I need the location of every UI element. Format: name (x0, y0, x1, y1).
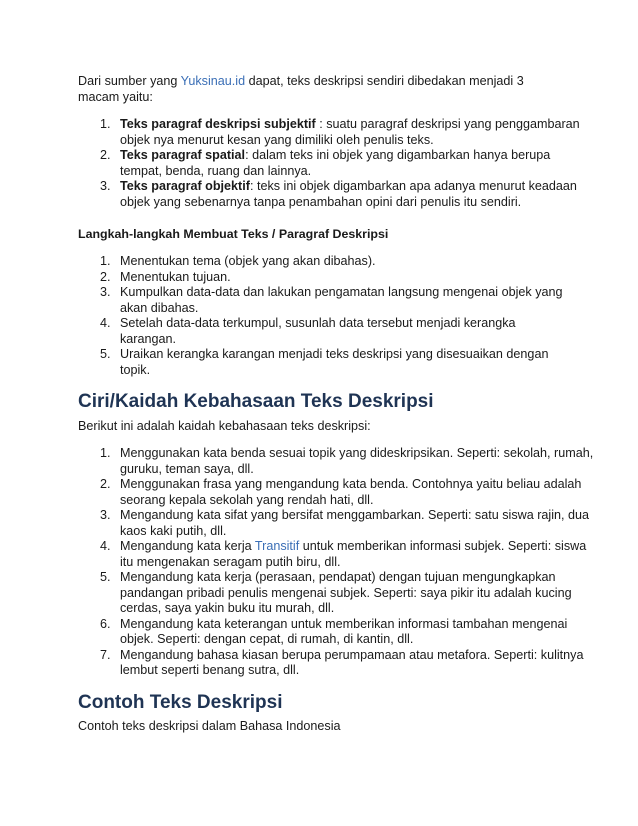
description-types-list (78, 117, 586, 210)
transitif-link[interactable]: Transitif (254, 539, 300, 553)
list-item (114, 148, 586, 179)
list-item: 1. Menentukan tema (objek yang akan dibahas). (114, 254, 574, 270)
list-item: 5. Uraikan kerangka karangan menjadi teks deskripsi yang disesuaikan dengan topik. (114, 347, 574, 378)
ciri-text-after: untuk memberikan informasi subjek. Seperti: siswa itu mengenakan seragam putih biru, dll. (120, 539, 587, 569)
ciri-text-before: Mengandung kata kerja (120, 539, 255, 553)
list-item: 7. Mengandung bahasa kiasan berupa perumpamaan atau metafora. Seperti: kulitnya lembut seperti benang sutra, dll. (114, 648, 596, 679)
list-item: 3. Mengandung kata sifat yang bersifat menggambarkan. Seperti: satu siswa rajin, dua kaos kaki putih, dll. (114, 508, 596, 539)
list-item (114, 117, 586, 148)
ciri-intro: Berikut ini adalah kaidah kebahasaan teks deskripsi: (78, 419, 371, 433)
list-item (114, 179, 586, 210)
type-description: teks ini objek digambarkan apa adanya menurut keadaan objek yang sebenarnya tanpa penambahan opini dari penulis itu sendiri. (120, 179, 577, 209)
type-term: Teks paragraf objektif (120, 179, 250, 193)
list-item (114, 539, 596, 570)
list-item: 5. Mengandung kata kerja (perasaan, pendapat) dengan tujuan mengungkapkan pandangan pribadi penulis mengenai subjek. Seperti: saya pikir itu adalah kucing cerdas, saya yakin buku itu murah, dll. (114, 570, 596, 617)
ciri-list (78, 446, 596, 679)
list-item: 2. Menggunakan frasa yang mengandung kata benda. Contohnya yaitu beliau adalah seorang kepala sekolah yang rendah hati, dll. (114, 477, 596, 508)
list-item: 3. Kumpulkan data-data dan lakukan pengamatan langsung mengenai objek yang akan dibahas. (114, 285, 574, 316)
list-item: 2. Menentukan tujuan. (114, 270, 574, 286)
list-item: 6. Mengandung kata keterangan untuk memberikan informasi tambahan mengenai objek. Seperti: dengan cepat, di rumah, di kantin, dll. (114, 617, 596, 648)
type-description: suatu paragraf deskripsi yang penggambaran objek nya menurut kesan yang dimiliki oleh penulis teks. (120, 117, 580, 147)
type-term: Teks paragraf deskripsi subjektif (120, 117, 316, 131)
list-item: 4. Setelah data-data terkumpul, susunlah data tersebut menjadi kerangka karangan. (114, 316, 574, 347)
yuksinau-link[interactable]: Yuksinau.id (180, 74, 246, 88)
type-separator: : (315, 117, 327, 131)
contoh-heading: Contoh Teks Deskripsi (78, 691, 283, 713)
type-term: Teks paragraf spatial (120, 148, 246, 162)
intro-text-after: dapat, teks deskripsi sendiri dibedakan menjadi 3 macam yaitu: (78, 74, 524, 104)
type-description: dalam teks ini objek yang digambarkan hanya berupa tempat, benda, ruang dan lainnya. (120, 148, 551, 178)
steps-heading: Langkah-langkah Membuat Teks / Paragraf Deskripsi (78, 227, 389, 241)
type-separator: : (245, 148, 253, 162)
list-item: 1. Menggunakan kata benda sesuai topik yang dideskripsikan. Seperti: sekolah, rumah, guruku, teman saya, dll. (114, 446, 596, 477)
contoh-text: Contoh teks deskripsi dalam Bahasa Indonesia (78, 718, 341, 733)
type-separator: : (249, 179, 257, 193)
intro-text-before: Dari sumber yang (78, 74, 181, 88)
ciri-heading: Ciri/Kaidah Kebahasaan Teks Deskripsi (78, 391, 434, 412)
intro-paragraph (78, 73, 548, 105)
steps-list (78, 254, 574, 378)
